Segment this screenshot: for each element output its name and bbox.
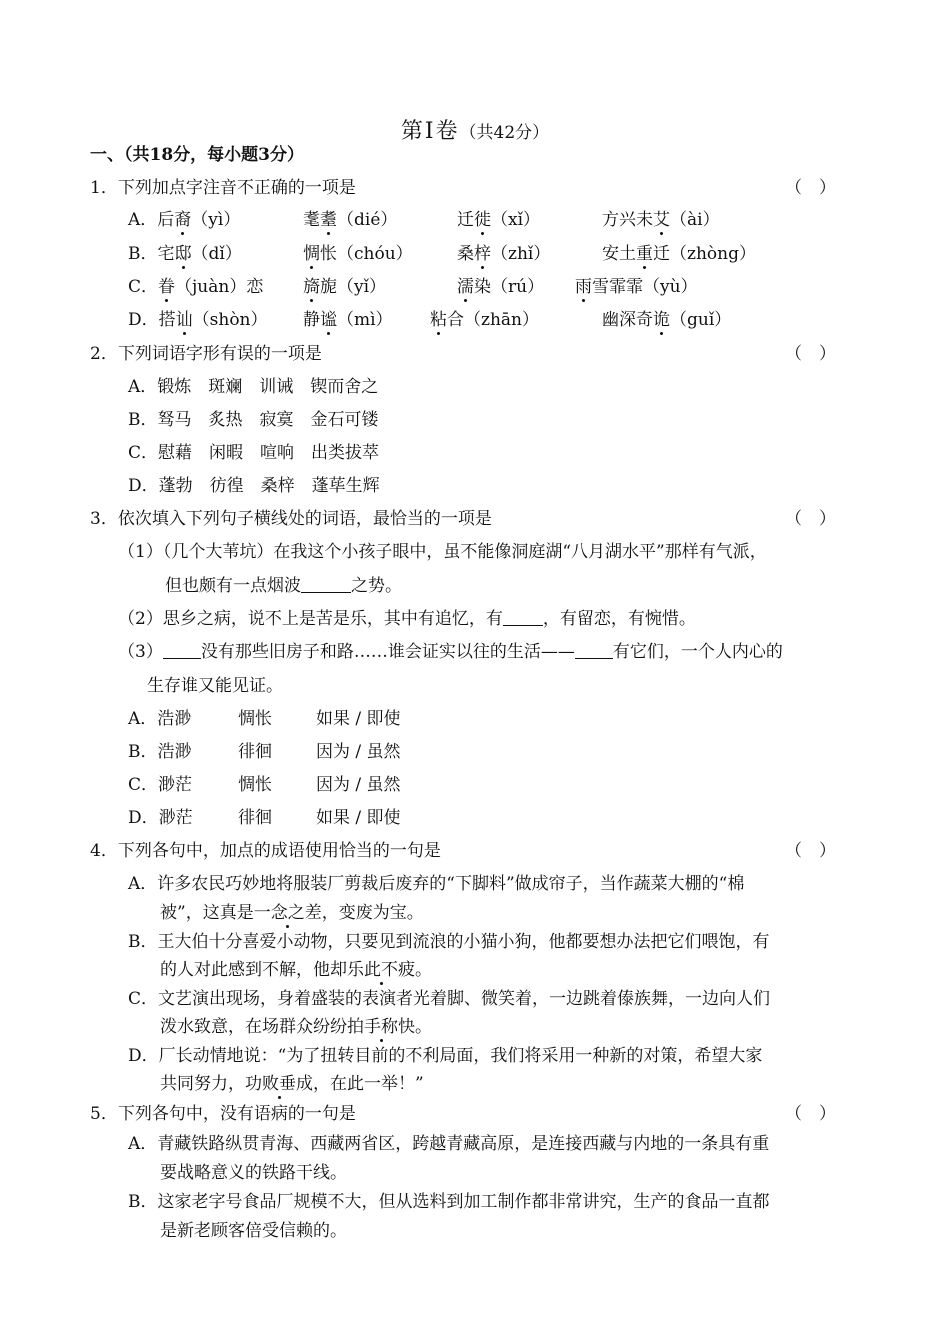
q3-sentence-1-cont: 但也颇有一点烟波 之势。	[165, 576, 402, 596]
volume-title: 第Ⅰ卷	[400, 119, 460, 144]
q4-option-d: D．厂长动情地说：“为了扭转目前的不利局面，我们将采用一种新的对策，希望大家	[128, 1046, 763, 1066]
q1-option-d-4: 幽深奇诡（guǐ）	[602, 310, 732, 330]
blank-2	[503, 609, 543, 626]
q2-option-a: A．锻炼 斑斓 训诫 锲而舍之	[128, 377, 379, 397]
question-1-stem: 1．下列加点字注音不正确的一项是	[90, 178, 356, 198]
q2-option-d: D．蓬勃 彷徨 桑梓 蓬荜生辉	[128, 476, 380, 496]
answer-bracket-1: （ ）	[785, 178, 836, 198]
q1-option-b-3: 桑梓（zhǐ）	[457, 244, 551, 264]
q1-option-b: B．宅邸（dǐ）	[128, 244, 242, 264]
answer-bracket-2: （ ）	[785, 344, 836, 364]
q3-option-d: D．渺茫 徘徊 如果 / 即使	[128, 808, 401, 828]
emphasized-idiom: 功败垂成	[245, 1074, 313, 1094]
blank-3	[163, 642, 201, 659]
volume-score: （共42分）	[459, 123, 550, 143]
q1-option-a: A．后裔（yì）	[128, 210, 241, 230]
emphasized-idiom: 一念之差	[253, 903, 322, 923]
q1-option-d-2: 静谧（mì）	[303, 310, 393, 330]
q1-option-d: D．搭讪（shòn）	[128, 310, 268, 330]
q5-option-b: B．这家老字号食品厂规模不大，但从选料到加工制作都非常讲究，生产的食品一直都	[128, 1192, 770, 1212]
q1-option-c-3: 濡染（rú）	[457, 277, 545, 297]
q3-sentence-3-cont: 生存谁又能见证。	[147, 676, 283, 696]
q5-option-a: A．青藏铁路纵贯青海、西藏两省区，跨越青藏高原，是连接西藏与内地的一条具有重	[128, 1134, 770, 1154]
question-5-stem: 5．下列各句中，没有语病的一句是	[90, 1104, 356, 1124]
q3-sentence-3: （3） 没有那些旧房子和路……谁会证实以往的生活—— 有它们，一个人内心的	[118, 642, 783, 662]
q4-option-a-cont: 被”，这真是一念之差，变废为宝。	[160, 903, 424, 923]
q1-option-d-3: 粘合（zhān）	[430, 310, 539, 330]
blank-4	[575, 642, 613, 659]
q1-option-c: C．眷（juàn）恋	[128, 277, 264, 297]
paper-title	[0, 114, 950, 145]
q3-sentence-1: （1）（几个大苇坑）在我这个小孩子眼中，虽不能像洞庭湖“八月湖水平”那样有气派，	[118, 542, 767, 562]
q1-option-a-2: 耄耋（dié）	[303, 210, 398, 230]
q2-option-c: C．慰藉 闲暇 喧响 出类拔萃	[128, 443, 380, 463]
emphasized-idiom: 拍手称快	[347, 1017, 415, 1037]
answer-bracket-4: （ ）	[785, 841, 836, 861]
q4-option-d-cont: 共同努力，功败垂成，在此一举！”	[160, 1074, 424, 1094]
emphasized-idiom: 乐此不疲	[347, 960, 415, 980]
q1-option-c-4: 雨雪霏霏（yù）	[575, 277, 698, 297]
q3-option-a: A．浩渺 惆怅 如果 / 即使	[128, 709, 401, 729]
answer-bracket-3: （ ）	[785, 509, 836, 529]
q5-option-a-cont: 要战略意义的铁路干线。	[160, 1163, 347, 1183]
question-4-stem: 4．下列各句中，加点的成语使用恰当的一句是	[90, 841, 441, 861]
section-heading: 一、（共18分，每小题3分）	[90, 145, 304, 165]
q3-option-c: C．渺茫 惆怅 因为 / 虽然	[128, 775, 401, 795]
q4-option-b: B．王大伯十分喜爱小动物，只要见到流浪的小猫小狗，他都要想办法把它们喂饱，有	[128, 932, 770, 952]
q3-option-b: B．浩渺 徘徊 因为 / 虽然	[128, 742, 401, 762]
q3-sentence-2: （2）思乡之病，说不上是苦是乐，其中有追忆，有 ，有留恋，有惋惜。	[118, 609, 696, 629]
question-3-stem: 3．依次填入下列句子横线处的词语，最恰当的一项是	[90, 509, 492, 529]
q2-option-b: B．驽马 炙热 寂寞 金石可镂	[128, 410, 379, 430]
q1-option-b-4: 安土重迁（zhòng）	[602, 244, 756, 264]
answer-bracket-5: （ ）	[785, 1104, 836, 1124]
q1-option-c-2: 旖旎（yǐ）	[303, 277, 387, 297]
question-2-stem: 2．下列词语字形有误的一项是	[90, 344, 322, 364]
q4-option-c-cont: 泼水致意，在场群众纷纷拍手称快。	[160, 1017, 432, 1037]
q1-option-a-4: 方兴未艾（ài）	[602, 210, 720, 230]
q4-option-b-cont: 的人对此感到不解，他却乐此不疲。	[160, 960, 432, 980]
q5-option-b-cont: 是新老顾客倍受信赖的。	[160, 1221, 347, 1241]
blank-1	[301, 576, 351, 593]
q4-option-a: A．许多农民巧妙地将服装厂剪裁后废弃的“下脚料”做成帘子，当作蔬菜大棚的“棉	[128, 874, 745, 894]
q1-option-a-3: 迁徙（xǐ）	[457, 210, 541, 230]
q4-option-c: C．文艺演出现场，身着盛装的表演者光着脚、微笑着，一边跳着傣族舞，一边向人们	[128, 989, 771, 1009]
q1-option-b-2: 惆怅（chóu）	[303, 244, 413, 264]
